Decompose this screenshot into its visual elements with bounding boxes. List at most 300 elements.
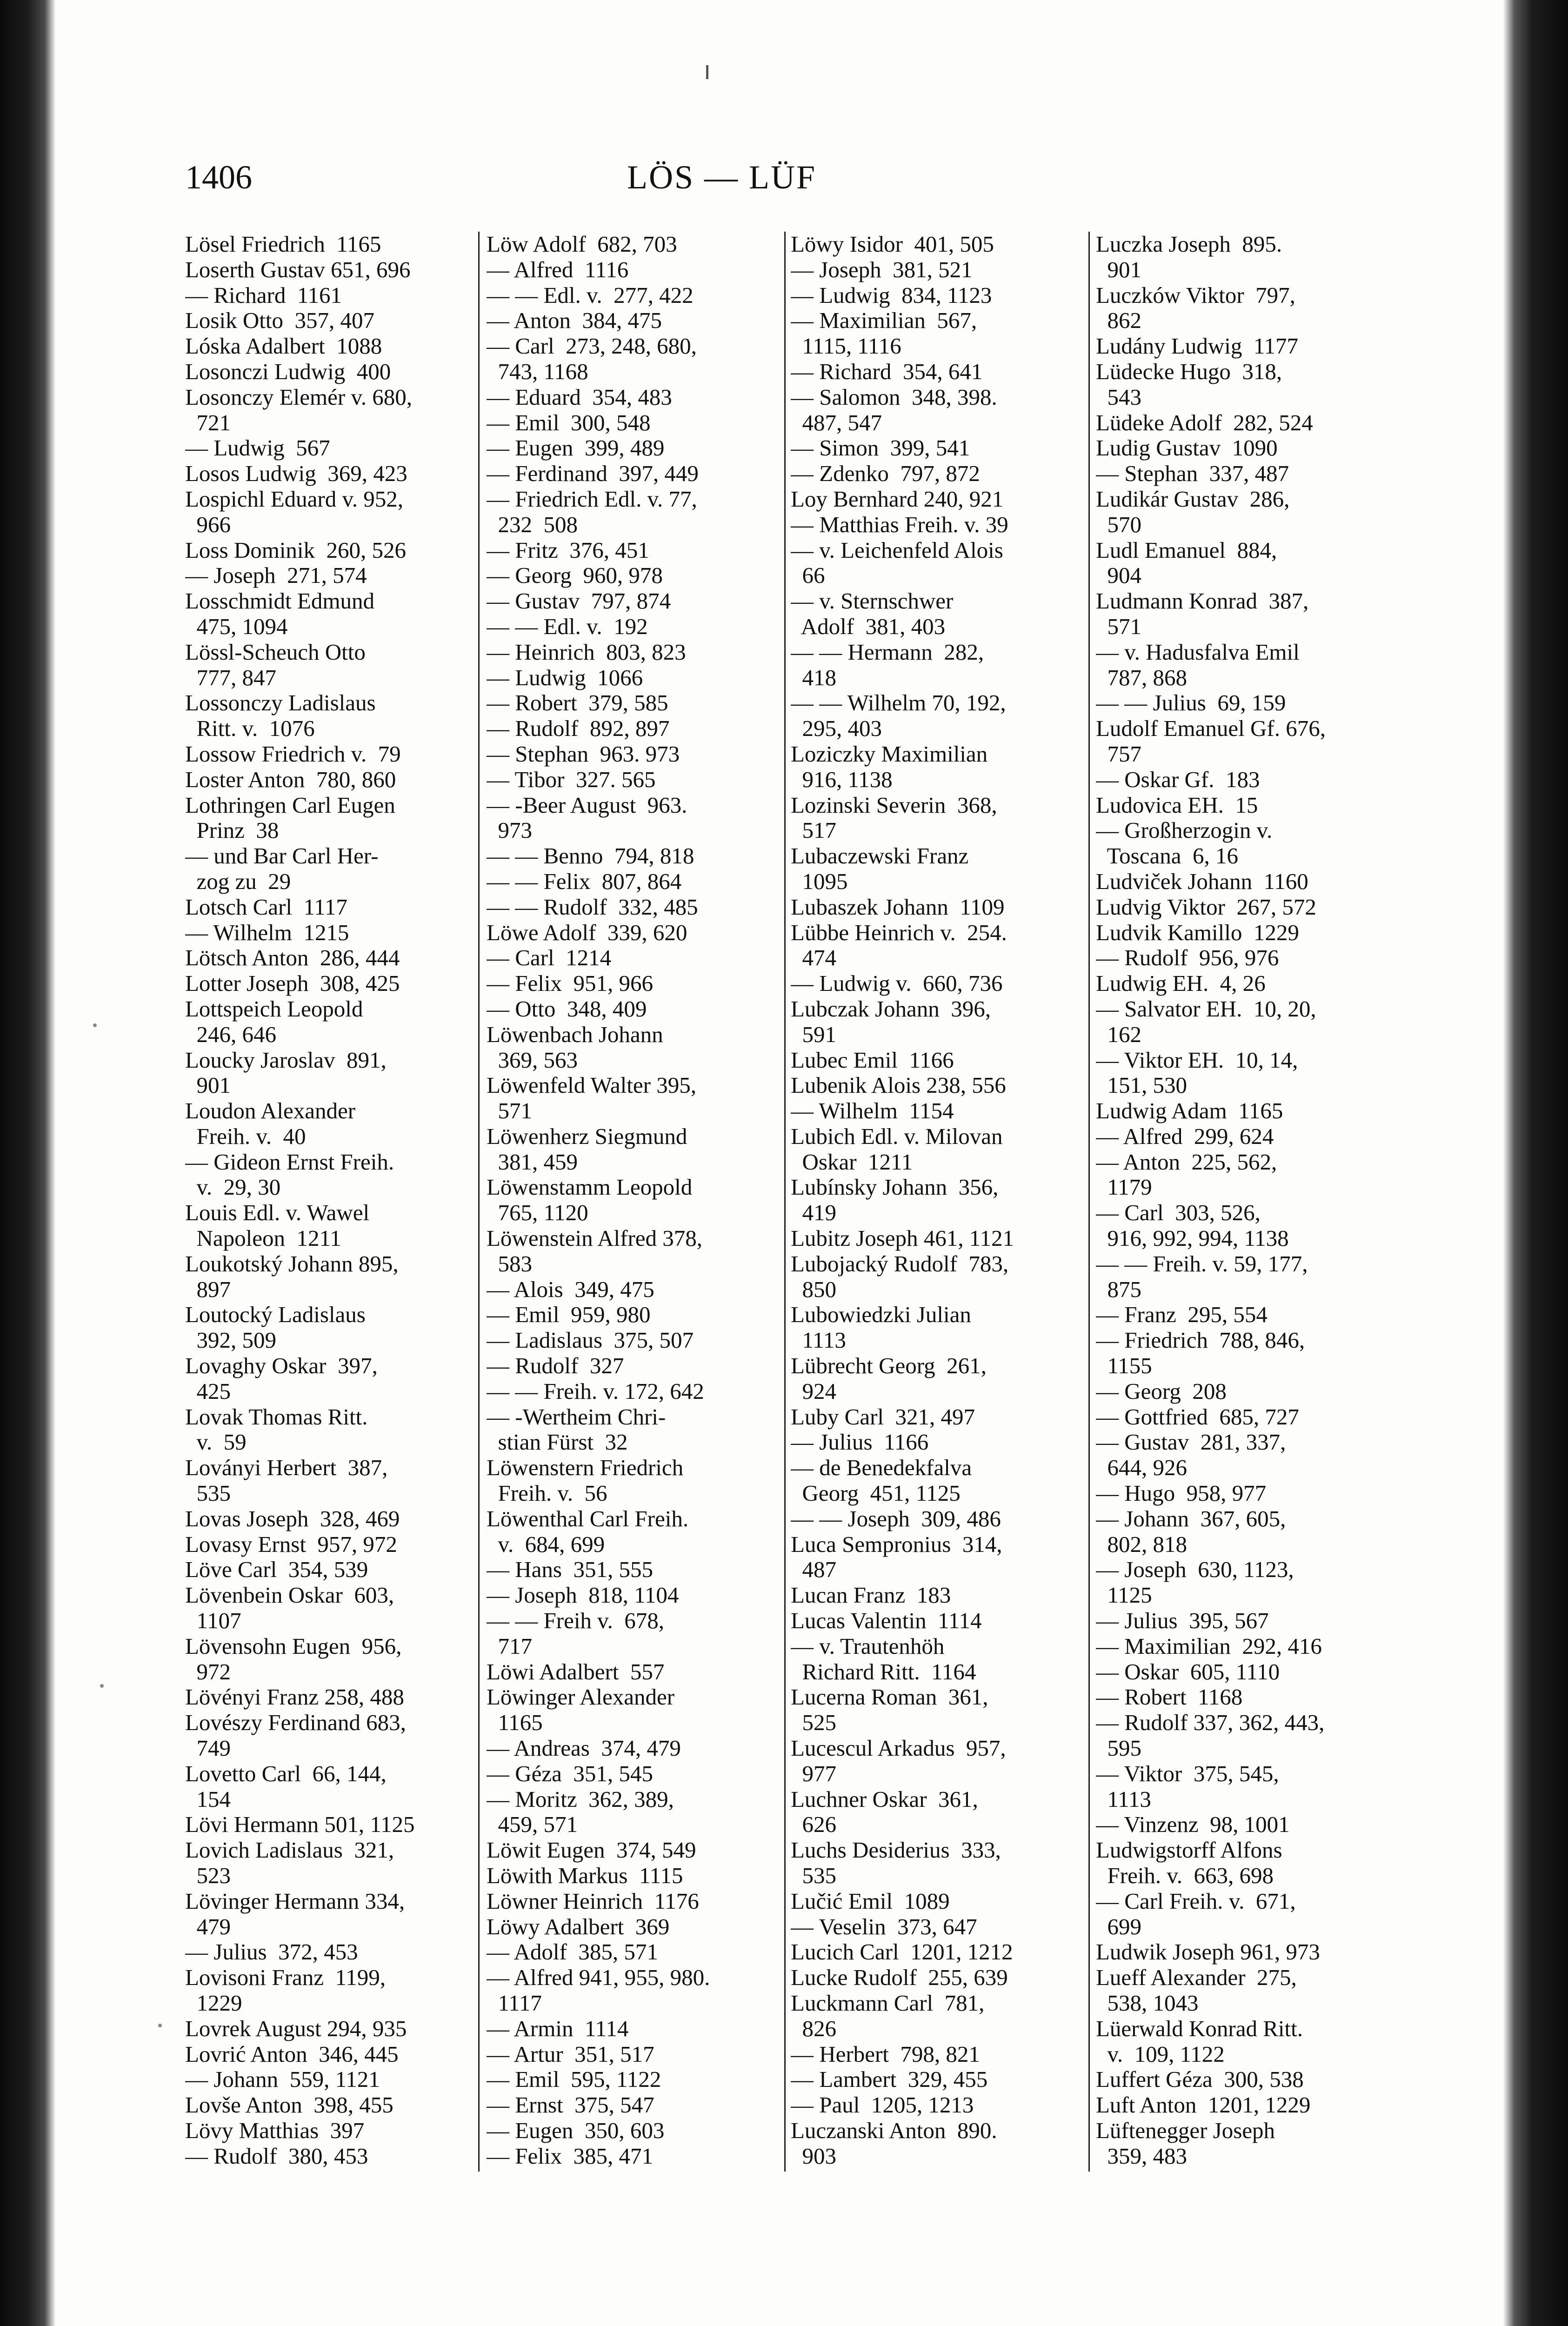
index-entry-line: 904 bbox=[1096, 563, 1141, 588]
index-entry-line: v. 29, 30 bbox=[185, 1175, 281, 1200]
index-entry-line: Lüftenegger Joseph bbox=[1096, 2118, 1275, 2143]
index-entry-line: Löwner Heinrich 1176 bbox=[487, 1888, 699, 1914]
index-entry-line: — Carl 1214 bbox=[487, 945, 612, 971]
index-entry-line: Luca Sempronius 314, bbox=[791, 1531, 1002, 1557]
running-head: LÖS — LÜF bbox=[627, 159, 817, 196]
index-entry-line: Lubojacký Rudolf 783, bbox=[791, 1251, 1009, 1277]
index-entry-line: — v. Leichenfeld Alois bbox=[791, 537, 1003, 563]
index-entry-line: — Maximilian 567, bbox=[791, 308, 977, 334]
index-entry-line: — Adolf 385, 571 bbox=[487, 1939, 658, 1965]
index-entry-line: Freih. v. 56 bbox=[487, 1481, 607, 1506]
paper-speck bbox=[158, 2024, 162, 2027]
scan-border-left bbox=[0, 0, 56, 2326]
index-entry-line: Luft Anton 1201, 1229 bbox=[1096, 2092, 1311, 2118]
index-entry-line: 862 bbox=[1096, 308, 1141, 334]
index-entry-line: Lubowiedzki Julian bbox=[791, 1302, 971, 1328]
index-entry-line: — Joseph 818, 1104 bbox=[487, 1583, 679, 1608]
index-entry-line: — Rudolf 892, 897 bbox=[487, 716, 670, 742]
index-entry-line: — Stephan 337, 487 bbox=[1096, 461, 1289, 487]
print-mark bbox=[706, 65, 708, 79]
index-entry-line: — und Bar Carl Her- bbox=[185, 843, 379, 869]
index-entry-line: Löwy Adalbert 369 bbox=[487, 1914, 670, 1939]
index-entry-line: — Salomon 348, 398. bbox=[791, 384, 997, 410]
index-entry-line: 571 bbox=[1096, 614, 1141, 639]
index-entry-line: 359, 483 bbox=[1096, 2143, 1187, 2169]
index-entry-line: — Ludwig v. 660, 736 bbox=[791, 971, 1003, 996]
index-entry-line: Loy Bernhard 240, 921 bbox=[791, 486, 1004, 512]
index-entry-line: Lovich Ladislaus 321, bbox=[185, 1838, 394, 1863]
index-entry-line: Ritt. v. 1076 bbox=[185, 716, 315, 742]
index-entry-line: — — Hermann 282, bbox=[791, 639, 984, 665]
index-entry-line: 525 bbox=[791, 1710, 836, 1736]
page-number: 1406 bbox=[185, 159, 252, 196]
index-columns bbox=[185, 232, 1326, 2186]
index-entry-line: 475, 1094 bbox=[185, 614, 288, 639]
index-entry-line: — Salvator EH. 10, 20, bbox=[1096, 996, 1316, 1022]
index-entry-line: 850 bbox=[791, 1277, 836, 1302]
index-entry-line: — v. Sternschwer bbox=[791, 588, 954, 614]
index-entry-line: Lozinski Severin 368, bbox=[791, 792, 997, 818]
index-entry-line: Lösel Friedrich 1165 bbox=[185, 232, 381, 257]
index-entry-line: — v. Trautenhöh bbox=[791, 1633, 945, 1659]
index-entry-line: Ludwig Adam 1165 bbox=[1096, 1098, 1283, 1124]
index-entry-line: Lovak Thomas Ritt. bbox=[185, 1404, 368, 1430]
index-entry-line: 973 bbox=[487, 818, 532, 843]
index-column-3 bbox=[791, 232, 1084, 2186]
index-entry-line: Lubínsky Johann 356, bbox=[791, 1175, 999, 1200]
index-entry-line: — Eduard 354, 483 bbox=[487, 384, 672, 410]
index-entry-line: Napoleon 1211 bbox=[185, 1226, 341, 1251]
index-entry-line: — Andreas 374, 479 bbox=[487, 1736, 681, 1761]
index-entry-line: zog zu 29 bbox=[185, 869, 291, 894]
index-entry-line: — Ernst 375, 547 bbox=[487, 2092, 654, 2118]
index-entry-line: Lovetto Carl 66, 144, bbox=[185, 1761, 387, 1786]
index-entry-line: — Paul 1205, 1213 bbox=[791, 2092, 974, 2118]
index-entry-line: — Viktor EH. 10, 14, bbox=[1096, 1047, 1298, 1073]
index-entry-line: — Viktor 375, 545, bbox=[1096, 1761, 1279, 1786]
index-column-2 bbox=[487, 232, 781, 2186]
index-entry-line: 1115, 1116 bbox=[791, 334, 901, 359]
index-entry-line: Löwe Adolf 339, 620 bbox=[487, 920, 687, 945]
index-entry-line: — Carl Freih. v. 671, bbox=[1096, 1888, 1296, 1914]
index-entry-line: 479 bbox=[185, 1914, 231, 1939]
index-entry-line: — — Wilhelm 70, 192, bbox=[791, 690, 1006, 716]
index-entry-line: Louis Edl. v. Wawel bbox=[185, 1200, 370, 1226]
index-entry-line: — Julius 1166 bbox=[791, 1430, 929, 1455]
index-entry-line: — Ludwig 567 bbox=[185, 435, 330, 461]
index-entry-line: 66 bbox=[791, 563, 825, 588]
index-entry-line: Ludwik Joseph 961, 973 bbox=[1096, 1939, 1320, 1965]
index-entry-line: Lučić Emil 1089 bbox=[791, 1888, 950, 1914]
index-entry-line: — Georg 960, 978 bbox=[487, 563, 663, 588]
index-entry-line: — Robert 1168 bbox=[1096, 1684, 1243, 1710]
index-entry-line: Löwenbach Johann bbox=[487, 1022, 663, 1047]
index-entry-line: 595 bbox=[1096, 1736, 1141, 1761]
index-entry-line: 151, 530 bbox=[1096, 1073, 1187, 1098]
index-entry-line: — Herbert 798, 821 bbox=[791, 2041, 980, 2067]
index-entry-line: — — Felix 807, 864 bbox=[487, 869, 682, 894]
index-entry-line: — Joseph 381, 521 bbox=[791, 257, 973, 282]
index-entry-line: Ludmann Konrad 387, bbox=[1096, 588, 1309, 614]
index-entry-line: — Felix 385, 471 bbox=[487, 2143, 653, 2169]
index-entry-line: Prinz 38 bbox=[185, 818, 279, 843]
index-entry-line: 875 bbox=[1096, 1277, 1141, 1302]
index-entry-line: — — Edl. v. 277, 422 bbox=[487, 282, 694, 308]
index-entry-line: 535 bbox=[185, 1481, 231, 1506]
index-entry-line: — Heinrich 803, 823 bbox=[487, 639, 686, 665]
index-entry-line: — Emil 300, 548 bbox=[487, 410, 651, 435]
index-entry-line: Lueff Alexander 275, bbox=[1096, 1965, 1297, 1991]
index-entry-line: Löwenfeld Walter 395, bbox=[487, 1073, 696, 1098]
index-entry-line: 154 bbox=[185, 1786, 231, 1812]
index-entry-line: 246, 646 bbox=[185, 1022, 276, 1047]
index-entry-line: Losos Ludwig 369, 423 bbox=[185, 461, 407, 487]
index-entry-line: Oskar 1211 bbox=[791, 1149, 913, 1175]
index-entry-line: Lovrić Anton 346, 445 bbox=[185, 2041, 399, 2067]
index-entry-line: Ludvik Kamillo 1229 bbox=[1096, 920, 1299, 945]
index-entry-line: — — Rudolf 332, 485 bbox=[487, 894, 698, 920]
index-entry-line: Lothringen Carl Eugen bbox=[185, 792, 395, 818]
index-entry-line: Löwenthal Carl Freih. bbox=[487, 1506, 689, 1531]
index-entry-line: Lubec Emil 1166 bbox=[791, 1047, 954, 1073]
index-entry-line: 474 bbox=[791, 945, 836, 971]
index-entry-line: — Emil 595, 1122 bbox=[487, 2067, 661, 2092]
index-entry-line: — Anton 384, 475 bbox=[487, 308, 662, 334]
index-entry-line: — Gustav 281, 337, bbox=[1096, 1430, 1286, 1455]
index-entry-line: — Zdenko 797, 872 bbox=[791, 461, 980, 487]
index-entry-line: — Armin 1114 bbox=[487, 2016, 629, 2041]
index-entry-line: Lübrecht Georg 261, bbox=[791, 1353, 987, 1379]
index-entry-line: Lübbe Heinrich v. 254. bbox=[791, 920, 1007, 945]
index-entry-line: — Franz 295, 554 bbox=[1096, 1302, 1268, 1328]
index-entry-line: 369, 563 bbox=[487, 1047, 578, 1073]
index-entry-line: — Eugen 350, 603 bbox=[487, 2118, 665, 2143]
index-entry-line: Lüdecke Hugo 318, bbox=[1096, 359, 1282, 384]
index-entry-line: Loványi Herbert 387, bbox=[185, 1455, 388, 1481]
index-entry-line: — Maximilian 292, 416 bbox=[1096, 1633, 1322, 1659]
index-entry-line: Löwenstein Alfred 378, bbox=[487, 1226, 703, 1251]
index-entry-line: Lössl-Scheuch Otto bbox=[185, 639, 366, 665]
index-entry-line: Toscana 6, 16 bbox=[1096, 843, 1238, 869]
index-entry-line: — Gottfried 685, 727 bbox=[1096, 1404, 1299, 1430]
index-entry-line: 787, 868 bbox=[1096, 665, 1187, 690]
index-entry-line: 903 bbox=[791, 2143, 836, 2169]
index-entry-line: — Otto 348, 409 bbox=[487, 996, 647, 1022]
index-entry-line: Ludvig Viktor 267, 572 bbox=[1096, 894, 1316, 920]
index-entry-line: Ludovica EH. 15 bbox=[1096, 792, 1258, 818]
index-entry-line: — Hugo 958, 977 bbox=[1096, 1481, 1267, 1506]
index-entry-line: — Hans 351, 555 bbox=[487, 1557, 653, 1583]
index-entry-line: Luchner Oskar 361, bbox=[791, 1786, 978, 1812]
index-entry-line: Loserth Gustav 651, 696 bbox=[185, 257, 411, 282]
index-entry-line: Lucan Franz 183 bbox=[791, 1583, 951, 1608]
paper-speck bbox=[100, 1684, 104, 1688]
index-entry-line: Lötsch Anton 286, 444 bbox=[185, 945, 400, 971]
index-entry-line: — Carl 273, 248, 680, bbox=[487, 334, 697, 359]
index-entry-line: — Alfred 941, 955, 980. bbox=[487, 1965, 710, 1991]
index-entry-line: Ludikár Gustav 286, bbox=[1096, 486, 1290, 512]
index-entry-line: 1113 bbox=[791, 1328, 846, 1353]
index-entry-line: — v. Hadusfalva Emil bbox=[1096, 639, 1300, 665]
index-entry-line: 765, 1120 bbox=[487, 1200, 588, 1226]
index-entry-line: Loss Dominik 260, 526 bbox=[185, 537, 407, 563]
index-entry-line: Luczków Viktor 797, bbox=[1096, 282, 1295, 308]
index-entry-line: 897 bbox=[185, 1277, 231, 1302]
index-entry-line: Lottspeich Leopold bbox=[185, 996, 363, 1022]
index-entry-line: Lüerwald Konrad Ritt. bbox=[1096, 2016, 1303, 2041]
book-page bbox=[56, 0, 1503, 2326]
index-entry-line: — — Joseph 309, 486 bbox=[791, 1506, 1001, 1531]
index-entry-line: — Artur 351, 517 bbox=[487, 2041, 654, 2067]
index-entry-line: — — Freih v. 678, bbox=[487, 1608, 664, 1634]
index-entry-line: — Rudolf 327 bbox=[487, 1353, 624, 1379]
index-entry-line: Luczka Joseph 895. bbox=[1096, 232, 1282, 257]
index-entry-line: — — Julius 69, 159 bbox=[1096, 690, 1286, 716]
index-entry-line: 1107 bbox=[185, 1608, 241, 1634]
index-entry-line: Ludány Ludwig 1177 bbox=[1096, 334, 1299, 359]
index-entry-line: 295, 403 bbox=[791, 716, 882, 742]
index-entry-line: Löwith Markus 1115 bbox=[487, 1863, 683, 1888]
index-entry-line: Löwenherz Siegmund bbox=[487, 1123, 687, 1149]
index-entry-line: 232 508 bbox=[487, 512, 578, 537]
index-entry-line: 743, 1168 bbox=[487, 359, 588, 384]
index-entry-line: 1179 bbox=[1096, 1175, 1152, 1200]
index-entry-line: Luckmann Carl 781, bbox=[791, 1990, 985, 2016]
index-entry-line: Loudon Alexander bbox=[185, 1098, 356, 1124]
index-entry-line: — Friedrich 788, 846, bbox=[1096, 1328, 1305, 1353]
index-entry-line: v. 684, 699 bbox=[487, 1531, 605, 1557]
index-entry-line: Lubczak Johann 396, bbox=[791, 996, 991, 1022]
index-entry-line: 535 bbox=[791, 1863, 836, 1888]
index-entry-line: stian Fürst 32 bbox=[487, 1430, 628, 1455]
index-entry-line: 571 bbox=[487, 1098, 532, 1124]
index-entry-line: 392, 509 bbox=[185, 1328, 276, 1353]
index-entry-line: Losschmidt Edmund bbox=[185, 588, 374, 614]
index-entry-line: 1165 bbox=[487, 1710, 543, 1736]
index-entry-line: Loster Anton 780, 860 bbox=[185, 767, 396, 792]
index-entry-line: Loucky Jaroslav 891, bbox=[185, 1047, 387, 1073]
index-entry-line: 721 bbox=[185, 410, 231, 435]
index-entry-line: Löw Adolf 682, 703 bbox=[487, 232, 677, 257]
index-entry-line: — Stephan 963. 973 bbox=[487, 741, 680, 767]
index-entry-line: Richard Ritt. 1164 bbox=[791, 1659, 976, 1684]
index-entry-line: — Rudolf 956, 976 bbox=[1096, 945, 1279, 971]
index-entry-line: 924 bbox=[791, 1378, 836, 1404]
index-entry-line: Ludwigstorff Alfons bbox=[1096, 1838, 1282, 1863]
index-entry-line: Lovše Anton 398, 455 bbox=[185, 2092, 394, 2118]
index-entry-line: — -Beer August 963. bbox=[487, 792, 687, 818]
index-entry-line: — Robert 379, 585 bbox=[487, 690, 668, 716]
index-entry-line: Lovrek August 294, 935 bbox=[185, 2016, 407, 2041]
index-entry-line: — Wilhelm 1215 bbox=[185, 920, 349, 945]
index-entry-line: Lucas Valentin 1114 bbox=[791, 1608, 982, 1634]
index-entry-line: — Gustav 797, 874 bbox=[487, 588, 671, 614]
index-entry-line: — Vinzenz 98, 1001 bbox=[1096, 1812, 1290, 1838]
index-entry-line: — Ludwig 834, 1123 bbox=[791, 282, 992, 308]
index-entry-line: Adolf 381, 403 bbox=[791, 614, 946, 639]
index-column-1 bbox=[185, 232, 474, 2186]
index-entry-line: 381, 459 bbox=[487, 1149, 578, 1175]
index-entry-line: — Tibor 327. 565 bbox=[487, 767, 656, 792]
index-entry-line: 644, 926 bbox=[1096, 1455, 1187, 1481]
index-entry-line: Loziczky Maximilian bbox=[791, 741, 988, 767]
index-entry-line: Lubaczewski Franz bbox=[791, 843, 969, 869]
column-rule bbox=[784, 232, 786, 2172]
index-entry-line: — Richard 1161 bbox=[185, 282, 342, 308]
index-entry-line: Georg 451, 1125 bbox=[791, 1481, 961, 1506]
index-entry-line: 802, 818 bbox=[1096, 1531, 1187, 1557]
index-entry-line: v. 59 bbox=[185, 1430, 247, 1455]
index-entry-line: 977 bbox=[791, 1761, 836, 1786]
index-entry-line: Ludig Gustav 1090 bbox=[1096, 435, 1278, 461]
index-entry-line: Lovasy Ernst 957, 972 bbox=[185, 1531, 397, 1557]
index-entry-line: Lüdeke Adolf 282, 524 bbox=[1096, 410, 1313, 435]
index-entry-line: — Alois 349, 475 bbox=[487, 1277, 654, 1302]
index-entry-line: 487, 547 bbox=[791, 410, 882, 435]
index-entry-line: 916, 992, 994, 1138 bbox=[1096, 1226, 1289, 1251]
column-rule bbox=[478, 232, 480, 2172]
index-entry-line: 826 bbox=[791, 2016, 836, 2041]
index-entry-line: 901 bbox=[1096, 257, 1141, 282]
index-entry-line: Löwy Isidor 401, 505 bbox=[791, 232, 994, 257]
index-entry-line: Luby Carl 321, 497 bbox=[791, 1404, 975, 1430]
index-entry-line: Löwi Adalbert 557 bbox=[487, 1659, 665, 1684]
index-entry-line: Lovaghy Oskar 397, bbox=[185, 1353, 378, 1379]
index-entry-line: — Alfred 1116 bbox=[487, 257, 629, 282]
index-entry-line: Löwit Eugen 374, 549 bbox=[487, 1838, 696, 1863]
index-entry-line: Losonczy Elemér v. 680, bbox=[185, 384, 413, 410]
index-entry-line: 972 bbox=[185, 1659, 231, 1684]
index-entry-line: Lövy Matthias 397 bbox=[185, 2118, 365, 2143]
index-entry-line: 591 bbox=[791, 1022, 836, 1047]
index-entry-line: 487 bbox=[791, 1557, 836, 1583]
index-entry-line: Lubenik Alois 238, 556 bbox=[791, 1073, 1006, 1098]
index-entry-line: Lucich Carl 1201, 1212 bbox=[791, 1939, 1013, 1965]
page-header bbox=[185, 158, 1162, 205]
index-entry-line: — Ludwig 1066 bbox=[487, 665, 643, 690]
index-entry-line: — Moritz 362, 389, bbox=[487, 1786, 674, 1812]
index-entry-line: — Carl 303, 526, bbox=[1096, 1200, 1261, 1226]
index-entry-line: — Lambert 329, 455 bbox=[791, 2067, 988, 2092]
index-entry-line: — Ladislaus 375, 507 bbox=[487, 1328, 694, 1353]
index-entry-line: — Julius 372, 453 bbox=[185, 1939, 358, 1965]
index-entry-line: 626 bbox=[791, 1812, 836, 1838]
index-entry-line: 1155 bbox=[1096, 1353, 1152, 1379]
index-entry-line: 538, 1043 bbox=[1096, 1990, 1199, 2016]
index-entry-line: 901 bbox=[185, 1073, 231, 1098]
index-entry-line: — Johann 367, 605, bbox=[1096, 1506, 1286, 1531]
index-entry-line: 425 bbox=[185, 1378, 231, 1404]
index-entry-line: 523 bbox=[185, 1863, 231, 1888]
index-entry-line: Freih. v. 40 bbox=[185, 1123, 306, 1149]
index-entry-line: Loukotský Johann 895, bbox=[185, 1251, 399, 1277]
index-entry-line: v. 109, 1122 bbox=[1096, 2041, 1225, 2067]
index-entry-line: Lossow Friedrich v. 79 bbox=[185, 741, 401, 767]
index-entry-line: 717 bbox=[487, 1633, 532, 1659]
index-entry-line: — Friedrich Edl. v. 77, bbox=[487, 486, 697, 512]
index-entry-line: 583 bbox=[487, 1251, 532, 1277]
index-entry-line: — — Freih. v. 59, 177, bbox=[1096, 1251, 1308, 1277]
index-entry-line: Ludl Emanuel 884, bbox=[1096, 537, 1277, 563]
index-entry-line: Ludwig EH. 4, 26 bbox=[1096, 971, 1266, 996]
column-rule bbox=[1088, 232, 1090, 2172]
index-entry-line: 777, 847 bbox=[185, 665, 276, 690]
index-entry-line: Lubich Edl. v. Milovan bbox=[791, 1123, 1003, 1149]
index-entry-line: 419 bbox=[791, 1200, 836, 1226]
index-entry-line: Losik Otto 357, 407 bbox=[185, 308, 374, 334]
index-entry-line: — -Wertheim Chri- bbox=[487, 1404, 666, 1430]
index-entry-line: — Joseph 630, 1123, bbox=[1096, 1557, 1294, 1583]
index-entry-line: — Rudolf 337, 362, 443, bbox=[1096, 1710, 1325, 1736]
index-entry-line: Lotsch Carl 1117 bbox=[185, 894, 347, 920]
index-entry-line: 916, 1138 bbox=[791, 767, 893, 792]
index-entry-line: 1113 bbox=[1096, 1786, 1151, 1812]
index-entry-line: — — Benno 794, 818 bbox=[487, 843, 694, 869]
index-entry-line: — Georg 208 bbox=[1096, 1378, 1227, 1404]
index-entry-line: — Veselin 373, 647 bbox=[791, 1914, 977, 1939]
index-entry-line: Losonczi Ludwig 400 bbox=[185, 359, 391, 384]
index-entry-line: Lovészy Ferdinand 683, bbox=[185, 1710, 406, 1736]
index-entry-line: 966 bbox=[185, 512, 231, 537]
index-entry-line: — Wilhelm 1154 bbox=[791, 1098, 954, 1124]
index-entry-line: 699 bbox=[1096, 1914, 1141, 1939]
index-entry-line: Löve Carl 354, 539 bbox=[185, 1557, 368, 1583]
index-entry-line: Löwenstamm Leopold bbox=[487, 1175, 693, 1200]
index-entry-line: Lubitz Joseph 461, 1121 bbox=[791, 1226, 1014, 1251]
index-entry-line: — Ferdinand 397, 449 bbox=[487, 461, 699, 487]
index-entry-line: 517 bbox=[791, 818, 836, 843]
index-entry-line: Lucerna Roman 361, bbox=[791, 1684, 988, 1710]
index-entry-line: — Großherzogin v. bbox=[1096, 818, 1273, 843]
index-entry-line: 570 bbox=[1096, 512, 1141, 537]
index-entry-line: Lucke Rudolf 255, 639 bbox=[791, 1965, 1008, 1991]
index-entry-line: Luczanski Anton 890. bbox=[791, 2118, 997, 2143]
index-entry-line: — Anton 225, 562, bbox=[1096, 1149, 1277, 1175]
index-entry-line: — Alfred 299, 624 bbox=[1096, 1123, 1274, 1149]
index-entry-line: Lövensohn Eugen 956, bbox=[185, 1633, 402, 1659]
index-entry-line: Ludolf Emanuel Gf. 676, bbox=[1096, 716, 1326, 742]
index-entry-line: Loutocký Ladislaus bbox=[185, 1302, 366, 1328]
index-entry-line: — Rudolf 380, 453 bbox=[185, 2143, 368, 2169]
index-entry-line: Lospichl Eduard v. 952, bbox=[185, 486, 404, 512]
index-entry-line: 162 bbox=[1096, 1022, 1141, 1047]
index-entry-line: — Fritz 376, 451 bbox=[487, 537, 649, 563]
index-entry-line: 749 bbox=[185, 1736, 231, 1761]
index-entry-line: 1125 bbox=[1096, 1583, 1152, 1608]
index-entry-line: — Felix 951, 966 bbox=[487, 971, 653, 996]
index-entry-line: — Oskar Gf. 183 bbox=[1096, 767, 1260, 792]
index-entry-line: 418 bbox=[791, 665, 836, 690]
index-entry-line: — Emil 959, 980 bbox=[487, 1302, 651, 1328]
index-entry-line: Luchs Desiderius 333, bbox=[791, 1838, 1001, 1863]
index-entry-line: Lubaszek Johann 1109 bbox=[791, 894, 1005, 920]
index-entry-line: — Simon 399, 541 bbox=[791, 435, 970, 461]
index-entry-line: — Richard 354, 641 bbox=[791, 359, 983, 384]
index-entry-line: Ludviček Johann 1160 bbox=[1096, 869, 1308, 894]
index-entry-line: Lövenbein Oskar 603, bbox=[185, 1583, 394, 1608]
index-entry-line: Lövi Hermann 501, 1125 bbox=[185, 1812, 415, 1838]
index-entry-line: Lossonczy Ladislaus bbox=[185, 690, 376, 716]
index-entry-line: 459, 571 bbox=[487, 1812, 578, 1838]
index-entry-line: Lóska Adalbert 1088 bbox=[185, 334, 382, 359]
index-entry-line: — Johann 559, 1121 bbox=[185, 2067, 380, 2092]
index-entry-line: Lucescul Arkadus 957, bbox=[791, 1736, 1006, 1761]
index-entry-line: Luffert Géza 300, 538 bbox=[1096, 2067, 1304, 2092]
index-entry-line: Freih. v. 663, 698 bbox=[1096, 1863, 1274, 1888]
index-entry-line: — Géza 351, 545 bbox=[487, 1761, 653, 1786]
index-entry-line: Lovas Joseph 328, 469 bbox=[185, 1506, 400, 1531]
index-entry-line: — Matthias Freih. v. 39 bbox=[791, 512, 1008, 537]
